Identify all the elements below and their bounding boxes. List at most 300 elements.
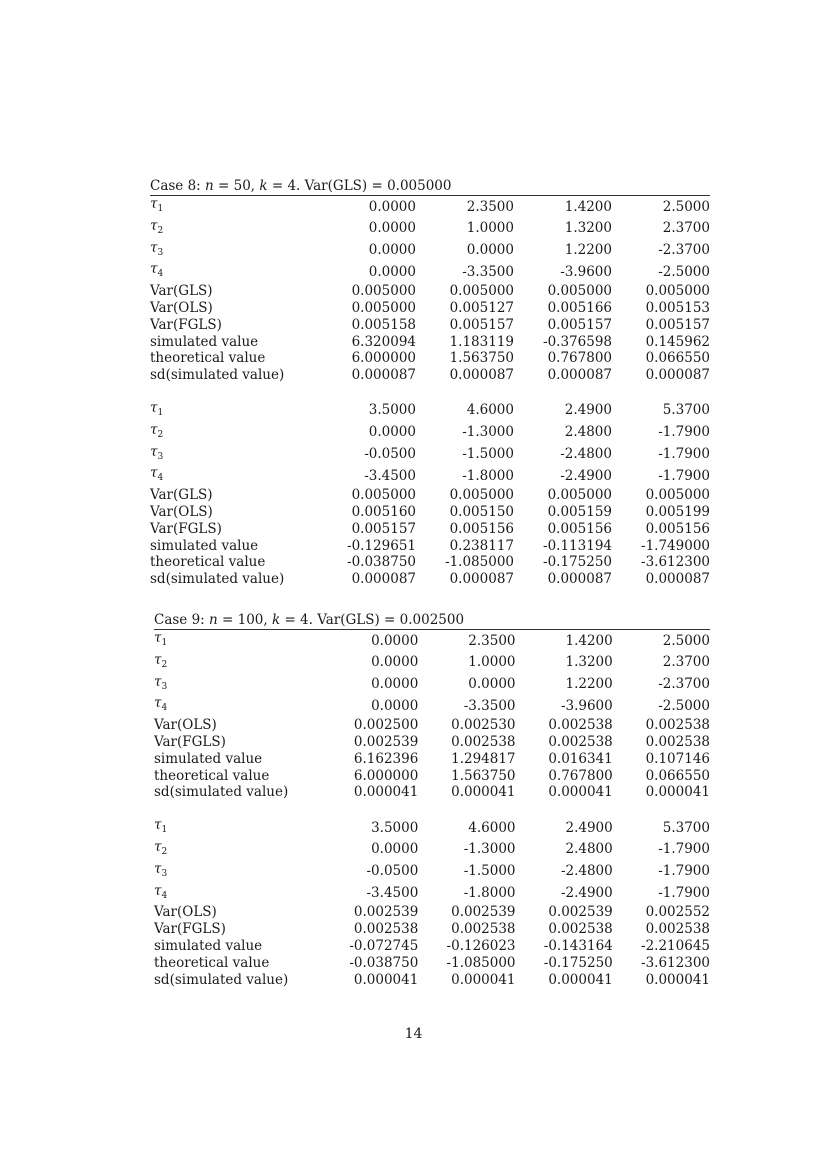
table-row <box>154 784 710 801</box>
value-cell: -3.3500 <box>462 263 514 280</box>
value-cell: 0.005156 <box>645 520 710 537</box>
value-cell: 0.005150 <box>449 503 514 520</box>
row-label-subscript: 3 <box>157 451 164 462</box>
value-cell: -0.113194 <box>543 537 612 554</box>
value-cell: -3.612300 <box>641 554 710 571</box>
table-row <box>150 521 710 538</box>
caption-k-value: = 4. Var(GLS) = 0.005000 <box>267 178 452 194</box>
value-cell: 0.005157 <box>351 520 416 537</box>
table-row <box>150 487 710 504</box>
table-row <box>150 283 710 300</box>
value-cell: 0.000041 <box>548 971 613 988</box>
value-cell: 1.2200 <box>565 676 613 693</box>
value-cell: 0.000087 <box>351 571 416 588</box>
row-label <box>150 487 318 504</box>
spacer-cell <box>154 801 710 817</box>
value-cell: -0.175250 <box>543 954 613 971</box>
row-label <box>154 652 321 674</box>
value-cell: 0.0000 <box>368 242 416 259</box>
value-cell: 0.000087 <box>645 367 710 384</box>
row-label-text: τ <box>150 217 158 234</box>
table-row <box>154 717 710 734</box>
block-spacer <box>150 384 710 400</box>
table-row <box>154 839 710 861</box>
value-cell: 0.005158 <box>351 316 416 333</box>
block-spacer <box>154 801 710 817</box>
value-cell: 1.4200 <box>564 198 612 215</box>
row-label <box>150 521 318 538</box>
row-label <box>154 904 321 921</box>
value-cell: 3.5000 <box>368 402 416 419</box>
value-cell: 0.005157 <box>449 316 514 333</box>
value-cell: 0.0000 <box>468 676 516 693</box>
value-cell: -0.143164 <box>543 937 613 954</box>
value-cell: 0.005000 <box>645 283 710 300</box>
table-row <box>154 768 710 785</box>
table-row <box>154 734 710 751</box>
table-row <box>150 504 710 521</box>
value-cell: 0.005199 <box>645 503 710 520</box>
case-8-table <box>150 196 710 588</box>
value-cell: 5.3700 <box>662 819 710 836</box>
value-cell: 1.3200 <box>565 654 613 671</box>
value-cell: 0.0000 <box>371 676 419 693</box>
value-cell: 0.000087 <box>645 571 710 588</box>
value-cell: -3.4500 <box>366 885 419 902</box>
value-cell: -1.7900 <box>658 467 710 484</box>
row-label-text: simulated value <box>154 937 263 954</box>
value-cell: 2.4900 <box>565 819 613 836</box>
row-label-subscript: 4 <box>161 890 168 901</box>
value-cell: -2.4900 <box>560 885 613 902</box>
value-cell: 0.767800 <box>548 767 613 784</box>
value-cell: -0.175250 <box>543 554 612 571</box>
caption-n-symbol: n <box>209 612 218 628</box>
table-row <box>154 652 710 674</box>
value-cell: -1.5000 <box>463 863 516 880</box>
value-cell: -1.7900 <box>658 446 710 463</box>
value-cell: 0.005000 <box>547 487 612 504</box>
caption-prefix: Case 8: <box>150 178 206 194</box>
row-label <box>154 695 321 717</box>
table-row <box>150 554 710 571</box>
caption-n-value: = 100, <box>217 612 272 628</box>
value-cell: 0.005156 <box>449 520 514 537</box>
value-cell: 2.4800 <box>565 841 613 858</box>
table-row <box>150 218 710 240</box>
row-label-text: theoretical value <box>154 767 270 784</box>
value-cell: 0.005000 <box>449 283 514 300</box>
value-cell: 0.0000 <box>371 841 419 858</box>
table-row <box>154 883 710 905</box>
value-cell: -0.376598 <box>543 333 612 350</box>
case-8-caption <box>150 178 710 194</box>
row-label-text: τ <box>150 399 158 416</box>
row-label-text: Var(OLS) <box>150 503 213 520</box>
value-cell: -1.085000 <box>445 554 514 571</box>
value-cell: -2.5000 <box>658 697 710 714</box>
value-cell: -2.4800 <box>560 863 613 880</box>
value-cell: 1.2200 <box>564 242 612 259</box>
row-label-subscript: 2 <box>161 659 168 670</box>
value-cell: -0.038750 <box>349 954 419 971</box>
row-label-subscript: 4 <box>161 703 168 714</box>
value-cell: 0.002538 <box>645 921 710 938</box>
table-row <box>150 350 710 367</box>
table-row <box>150 261 710 283</box>
row-label-text: Var(FGLS) <box>150 520 222 537</box>
value-cell: 0.767800 <box>547 350 612 367</box>
caption-prefix: Case 9: <box>154 612 210 628</box>
value-cell: 0.107146 <box>645 750 710 767</box>
row-label-subscript: 1 <box>161 825 168 836</box>
value-cell: 0.002539 <box>451 904 516 921</box>
row-label <box>154 817 321 839</box>
value-cell: 0.000041 <box>353 784 419 801</box>
value-cell: 0.005166 <box>547 299 612 316</box>
row-label-text: simulated value <box>150 537 259 554</box>
row-label-text: Var(FGLS) <box>150 316 222 333</box>
value-cell: -0.038750 <box>347 554 416 571</box>
value-cell: 0.002538 <box>548 921 613 938</box>
value-cell: 0.005000 <box>645 487 710 504</box>
row-label-text: Var(FGLS) <box>154 733 226 750</box>
table-row <box>154 751 710 768</box>
value-cell: 1.563750 <box>451 767 516 784</box>
table-row <box>150 571 710 588</box>
caption-n-value: = 50, <box>213 178 260 194</box>
table-row <box>154 861 710 883</box>
row-label-text: τ <box>150 261 158 278</box>
value-cell: 2.3700 <box>662 220 710 237</box>
value-cell: 0.000041 <box>548 784 613 801</box>
row-label-subscript: 2 <box>157 225 164 236</box>
row-label-text: Var(OLS) <box>154 717 217 734</box>
value-cell: 0.000041 <box>451 971 516 988</box>
row-label-text: τ <box>150 421 158 438</box>
value-cell: 0.005127 <box>449 299 514 316</box>
value-cell: 0.016341 <box>548 750 613 767</box>
row-label-text: Var(OLS) <box>154 904 217 921</box>
row-label <box>150 334 318 351</box>
value-cell: -1.7900 <box>658 885 710 902</box>
value-cell: 0.0000 <box>371 654 419 671</box>
table-row <box>150 300 710 317</box>
table-row <box>150 444 710 466</box>
value-cell: 0.000041 <box>645 784 710 801</box>
row-label-subscript: 1 <box>157 407 164 418</box>
value-cell: 0.000087 <box>547 367 612 384</box>
row-label <box>154 921 321 938</box>
value-cell: 0.002538 <box>645 717 710 734</box>
table-row <box>150 422 710 444</box>
value-cell: 0.002538 <box>645 733 710 750</box>
value-cell: 0.066550 <box>645 350 710 367</box>
value-cell: 0.0000 <box>368 198 416 215</box>
value-cell: 1.183119 <box>449 333 514 350</box>
value-cell: -3.612300 <box>641 954 710 971</box>
row-label-text: theoretical value <box>150 554 266 571</box>
table-row <box>154 817 710 839</box>
row-label-text: τ <box>154 651 162 668</box>
value-cell: 2.3700 <box>662 654 710 671</box>
value-cell: 0.005160 <box>351 503 416 520</box>
row-label <box>154 768 321 785</box>
row-label <box>150 444 318 466</box>
row-label <box>150 504 318 521</box>
row-label-text: sd(simulated value) <box>154 971 289 988</box>
value-cell: 0.002538 <box>353 921 419 938</box>
value-cell: -3.3500 <box>463 697 516 714</box>
table-row <box>150 400 710 422</box>
row-label-text: τ <box>150 239 158 256</box>
value-cell: 0.005157 <box>547 316 612 333</box>
value-cell: 1.0000 <box>468 654 516 671</box>
row-label <box>154 674 321 696</box>
row-label-subscript: 1 <box>157 204 164 214</box>
value-cell: 1.3200 <box>564 220 612 237</box>
value-cell: 1.563750 <box>449 350 514 367</box>
table-row <box>154 955 710 972</box>
caption-k-symbol: k <box>259 178 268 194</box>
caption-n-symbol: n <box>205 178 214 194</box>
table-row <box>154 674 710 696</box>
row-label <box>154 861 321 883</box>
value-cell: 0.0000 <box>368 424 416 441</box>
row-label <box>154 717 321 734</box>
table-row <box>150 465 710 487</box>
caption-k-symbol: k <box>271 612 281 628</box>
row-label <box>154 955 321 972</box>
value-cell: 2.4800 <box>564 424 612 441</box>
table-row <box>154 921 710 938</box>
value-cell: -2.210645 <box>641 937 710 954</box>
value-cell: 1.0000 <box>466 220 514 237</box>
value-cell: 6.162396 <box>353 750 419 767</box>
row-label-subscript: 3 <box>157 247 164 258</box>
value-cell: 1.294817 <box>451 750 516 767</box>
value-cell: 0.0000 <box>371 632 419 649</box>
row-label-text: τ <box>154 882 162 899</box>
row-label-text: τ <box>150 196 158 212</box>
value-cell: 0.002538 <box>451 921 516 938</box>
row-label-subscript: 2 <box>161 846 168 857</box>
table-row <box>150 196 710 218</box>
row-label <box>154 938 321 955</box>
value-cell: 0.066550 <box>645 767 710 784</box>
value-cell: -0.129651 <box>347 537 416 554</box>
case-8-section <box>150 178 710 588</box>
row-label <box>150 400 318 422</box>
value-cell: 0.002538 <box>548 717 613 734</box>
value-cell: 3.5000 <box>371 819 419 836</box>
value-cell: 0.000041 <box>353 971 419 988</box>
row-label <box>150 218 318 240</box>
row-label-text: τ <box>154 695 162 712</box>
caption-k-value: = 4. Var(GLS) = 0.002500 <box>280 612 465 628</box>
value-cell: 0.005000 <box>351 299 416 316</box>
row-label-subscript: 3 <box>161 868 168 879</box>
value-cell: 0.005000 <box>449 487 514 504</box>
row-label-subscript: 4 <box>157 473 164 484</box>
row-label <box>150 571 318 588</box>
row-label <box>154 839 321 861</box>
value-cell: 2.5000 <box>662 632 710 649</box>
row-label <box>150 196 318 218</box>
value-cell: 0.002538 <box>451 733 516 750</box>
case-9-section <box>154 612 710 988</box>
row-label-text: τ <box>154 838 162 855</box>
value-cell: 2.3500 <box>466 198 514 215</box>
value-cell: -0.0500 <box>364 446 416 463</box>
value-cell: -0.0500 <box>366 863 419 880</box>
value-cell: -0.072745 <box>349 937 419 954</box>
value-cell: 2.3500 <box>468 632 516 649</box>
value-cell: -1.3000 <box>463 841 516 858</box>
value-cell: -2.4900 <box>560 467 612 484</box>
value-cell: -3.4500 <box>364 467 416 484</box>
value-cell: 0.005000 <box>351 283 416 300</box>
row-label-text: simulated value <box>150 333 259 350</box>
value-cell: -1.5000 <box>462 446 514 463</box>
value-cell: 0.000087 <box>547 571 612 588</box>
value-cell: 0.005153 <box>645 299 710 316</box>
table-row <box>154 630 710 652</box>
value-cell: -1.749000 <box>641 537 710 554</box>
row-label <box>154 784 321 801</box>
value-cell: -1.8000 <box>462 467 514 484</box>
row-label-text: Var(FGLS) <box>154 921 226 938</box>
value-cell: 0.005156 <box>547 520 612 537</box>
row-label-text: τ <box>154 860 162 877</box>
value-cell: 2.4900 <box>564 402 612 419</box>
value-cell: 0.002539 <box>353 904 419 921</box>
value-cell: 0.0000 <box>368 263 416 280</box>
value-cell: 0.002500 <box>353 717 419 734</box>
row-label <box>154 751 321 768</box>
table-row <box>150 317 710 334</box>
table-row <box>150 240 710 262</box>
value-cell: -1.085000 <box>446 954 516 971</box>
value-cell: -1.8000 <box>463 885 516 902</box>
value-cell: 0.0000 <box>371 697 419 714</box>
value-cell: 0.002538 <box>548 733 613 750</box>
value-cell: 6.320094 <box>351 333 416 350</box>
row-label-text: theoretical value <box>154 954 270 971</box>
row-label <box>150 283 318 300</box>
table-row <box>150 538 710 555</box>
row-label-subscript: 2 <box>157 429 164 440</box>
value-cell: 5.3700 <box>662 402 710 419</box>
value-cell: 2.5000 <box>662 198 710 215</box>
row-label <box>150 317 318 334</box>
table-row <box>154 695 710 717</box>
value-cell: 0.005159 <box>547 503 612 520</box>
row-label <box>150 240 318 262</box>
row-label <box>154 972 321 989</box>
row-label-text: τ <box>150 443 158 460</box>
value-cell: -2.3700 <box>658 676 710 693</box>
value-cell: 0.0000 <box>368 220 416 237</box>
value-cell: 0.000041 <box>645 971 710 988</box>
row-label-text: sd(simulated value) <box>154 784 289 801</box>
value-cell: -3.9600 <box>560 263 612 280</box>
table-row <box>150 367 710 384</box>
row-label-text: Var(OLS) <box>150 299 213 316</box>
value-cell: 1.4200 <box>565 632 613 649</box>
value-cell: 0.005000 <box>351 487 416 504</box>
row-label <box>154 630 321 652</box>
row-label-text: τ <box>150 465 158 482</box>
value-cell: -1.7900 <box>658 841 710 858</box>
row-label <box>154 883 321 905</box>
row-label-subscript: 4 <box>157 269 164 280</box>
value-cell: -2.3700 <box>658 242 710 259</box>
row-label <box>150 465 318 487</box>
value-cell: 0.145962 <box>645 333 710 350</box>
row-label-text: theoretical value <box>150 350 266 367</box>
row-label <box>150 300 318 317</box>
page-number: 14 <box>404 1026 423 1042</box>
row-label-text: τ <box>154 630 162 646</box>
row-label <box>150 261 318 283</box>
value-cell: 6.000000 <box>353 767 419 784</box>
row-label <box>150 538 318 555</box>
row-label <box>150 367 318 384</box>
case-9-caption <box>154 612 710 628</box>
row-label-text: τ <box>154 817 162 834</box>
row-label <box>150 422 318 444</box>
row-label-text: τ <box>154 673 162 690</box>
value-cell: 4.6000 <box>466 402 514 419</box>
value-cell: -0.126023 <box>446 937 516 954</box>
value-cell: 0.000087 <box>449 571 514 588</box>
value-cell: 0.002552 <box>645 904 710 921</box>
row-label-text: Var(GLS) <box>150 487 213 504</box>
value-cell: 0.000087 <box>449 367 514 384</box>
row-label-subscript: 3 <box>161 681 168 692</box>
case-9-table <box>154 630 710 988</box>
row-label-subscript: 1 <box>161 638 168 648</box>
value-cell: 0.000087 <box>351 367 416 384</box>
spacer-cell <box>150 384 710 400</box>
value-cell: -1.7900 <box>658 863 710 880</box>
row-label-text: sd(simulated value) <box>150 367 285 384</box>
table-row <box>154 904 710 921</box>
value-cell: 4.6000 <box>468 819 516 836</box>
value-cell: -3.9600 <box>560 697 613 714</box>
value-cell: 0.005000 <box>547 283 612 300</box>
table-row <box>150 334 710 351</box>
value-cell: -2.5000 <box>658 263 710 280</box>
value-cell: 0.000041 <box>451 784 516 801</box>
value-cell: -2.4800 <box>560 446 612 463</box>
value-cell: 0.005157 <box>645 316 710 333</box>
row-label <box>150 554 318 571</box>
row-label-text: sd(simulated value) <box>150 571 285 588</box>
value-cell: -1.7900 <box>658 424 710 441</box>
value-cell: 0.002530 <box>451 717 516 734</box>
row-label <box>154 734 321 751</box>
table-row <box>154 938 710 955</box>
value-cell: 0.238117 <box>449 537 514 554</box>
row-label-text: Var(GLS) <box>150 283 213 300</box>
table-row <box>154 972 710 989</box>
value-cell: 0.002539 <box>353 733 419 750</box>
row-label-text: simulated value <box>154 750 263 767</box>
value-cell: 6.000000 <box>351 350 416 367</box>
value-cell: 0.0000 <box>466 242 514 259</box>
